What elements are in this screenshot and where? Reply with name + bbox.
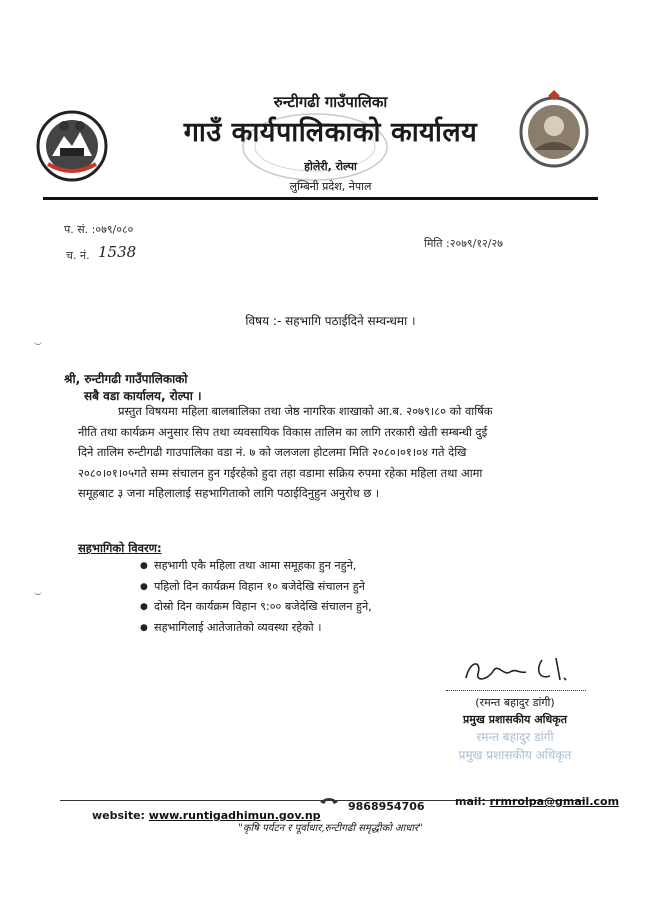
list-item: ● पहिलो दिन कार्यक्रम विहान १० बजेदेखि संचालन हुने [140, 577, 372, 598]
municipality-name: रुन्टीगढी गाउँपालिका [273, 93, 388, 111]
dispatch-number-handwritten: 1538 [98, 243, 137, 261]
header-divider [43, 197, 598, 200]
punch-mark [34, 340, 42, 345]
footer-slogan: "कृषि पर्यटन र पूर्वाधार,रुन्टीगढी समृद्धीको आधार" [238, 823, 423, 834]
office-title: गाउँ कार्यपालिकाको कार्यालय [183, 117, 478, 148]
office-province: लुम्बिनी प्रदेश, नेपाल [289, 180, 372, 193]
list-item: ● सहभागिलाई आतेजातेको व्यवस्था रहेको । [140, 618, 372, 639]
signature-line [446, 690, 586, 691]
mail-block [455, 795, 619, 808]
mail-label: mail: [455, 795, 486, 808]
signatory-name: (रमन्त बहादुर डांगी) [475, 696, 555, 709]
list-item: ● सहभागी एकै महिला तथा आमा समूहका हुन नहुने, [140, 556, 372, 577]
website-label: website: [92, 809, 145, 822]
punch-mark [34, 590, 42, 595]
letter-subject: विषय :- सहभागि पठाईदिने सम्वन्धमा । [245, 314, 416, 328]
body-line: प्रस्तुत विषयमा महिला बालबालिका तथा जेष्ठ नागरिक शाखाको आ.ब. २०७९।८० को वार्षिक [118, 404, 493, 418]
list-item: ● दोस्रो दिन कार्यक्रम विहान ९:०० बजेदेखि संचालन हुने, [140, 597, 372, 618]
letter-number: प. सं. :०७९/०८० [64, 223, 134, 236]
stamp-name: रमन्त बहादुर डांगी [476, 730, 554, 744]
details-list [140, 556, 372, 638]
body-line: नीति तथा कार्यक्रम अनुसार सिप तथा व्यवसायिक विकास तालिम का लागि तरकारी खेती सम्बन्धी दुई [78, 424, 488, 439]
phone-number: 9868954706 [348, 800, 425, 813]
signature-scribble-icon [460, 650, 580, 690]
dispatch-number-label: च. नं. [66, 249, 90, 262]
office-place: होलेरी, रोल्पा [304, 160, 357, 173]
stamp-title: प्रमुख प्रशासकीय अधिकृत [458, 748, 572, 762]
body-line: समूहबाट ३ जना महिलालाई सहभागिताको लागि पठाईदिनुहुन अनुरोध छ । [78, 486, 380, 500]
recipient-line-2: सबै वडा कार्यालय, रोल्पा । [84, 389, 202, 403]
letter-body [78, 401, 558, 504]
signatory-title: प्रमुख प्रशासकीय अधिकृत [463, 713, 567, 726]
mail-link[interactable]: rrmrolpa@gmail.com [489, 795, 620, 808]
body-line: दिने तालिम रुन्टीगढी गाउपालिका वडा नं. ७ को जलजला होटलमा मिति २०८०।०१।०४ गते देखि [78, 445, 467, 459]
body-line: २०८०।०१।०५गते सम्म संचालन हुन गईरहेको हुदा तहा वडामा सक्रिय रुपमा रहेका महिला तथा आमा [78, 465, 483, 480]
phone-icon [318, 794, 340, 806]
details-heading: सहभागिको विवरण: [78, 541, 162, 555]
recipient-line-1: श्री, रुन्टीगढी गाउँपालिकाको [64, 372, 188, 386]
website-link[interactable]: www.runtigadhimun.gov.np [148, 809, 321, 822]
letter-date: मिति :२०७९/१२/२७ [424, 237, 503, 250]
